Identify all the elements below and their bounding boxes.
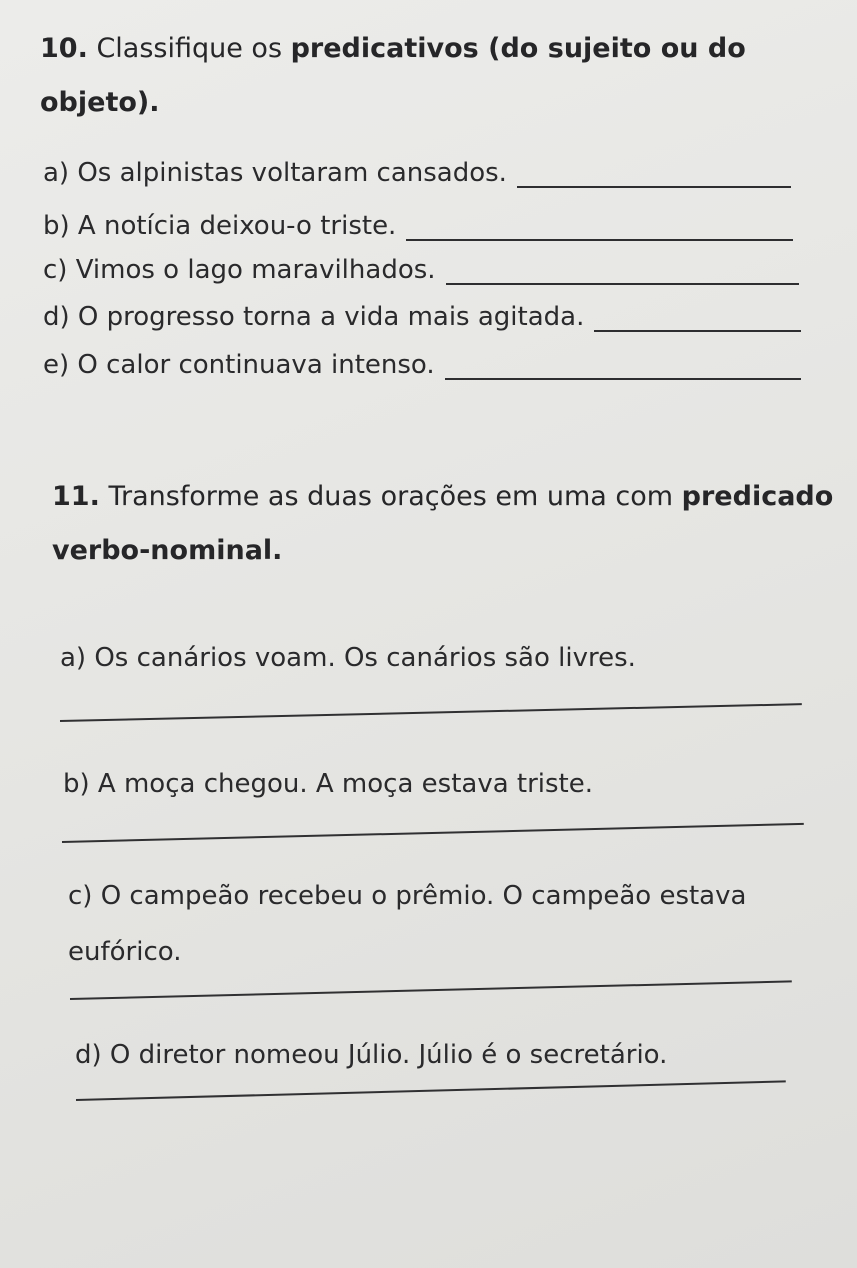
- item-text: a) Os alpinistas voltaram cansados.: [43, 158, 507, 188]
- question-11-item-a: a) Os canários voam. Os canários são livres.: [60, 643, 636, 673]
- question-11-title-plain: Transforme as duas orações em uma com: [108, 481, 682, 512]
- answer-line-d[interactable]: [76, 1080, 786, 1101]
- answer-blank[interactable]: [445, 354, 801, 380]
- answer-blank[interactable]: [517, 162, 791, 188]
- question-10-title: [40, 22, 830, 130]
- answer-line-c[interactable]: [70, 980, 792, 1000]
- answer-blank[interactable]: [594, 306, 801, 332]
- question-11-item-c: c) O campeão recebeu o prêmio. O campeão estava eufórico.: [68, 881, 747, 967]
- item-text: d) O progresso torna a vida mais agitada.: [43, 302, 585, 332]
- question-11-item-d: d) O diretor nomeou Júlio. Júlio é o secretário.: [75, 1040, 668, 1070]
- item-text: e) O calor continuava intenso.: [43, 350, 435, 380]
- answer-blank[interactable]: [446, 259, 799, 285]
- answer-blank[interactable]: [406, 215, 793, 241]
- question-10-item-b: [43, 211, 793, 241]
- question-11-title: [52, 470, 842, 578]
- question-10-item-e: [43, 350, 801, 380]
- question-10-number: 10.: [40, 33, 88, 64]
- answer-line-b[interactable]: [62, 823, 804, 843]
- question-11-title-bold: predicado verbo-nominal.: [52, 481, 834, 566]
- question-10-title-bold: predicativos (do sujeito ou do objeto).: [40, 33, 746, 118]
- question-10-item-d: [43, 302, 801, 332]
- question-10-item-a: [43, 158, 791, 188]
- item-text: c) Vimos o lago maravilhados.: [43, 255, 436, 285]
- answer-line-a[interactable]: [60, 703, 802, 722]
- question-10-title-plain: Classifique os: [96, 33, 291, 64]
- question-10-item-c: [43, 255, 799, 285]
- question-11-number: 11.: [52, 481, 100, 512]
- item-text: b) A notícia deixou-o triste.: [43, 211, 397, 241]
- question-11-item-b: b) A moça chegou. A moça estava triste.: [63, 769, 594, 799]
